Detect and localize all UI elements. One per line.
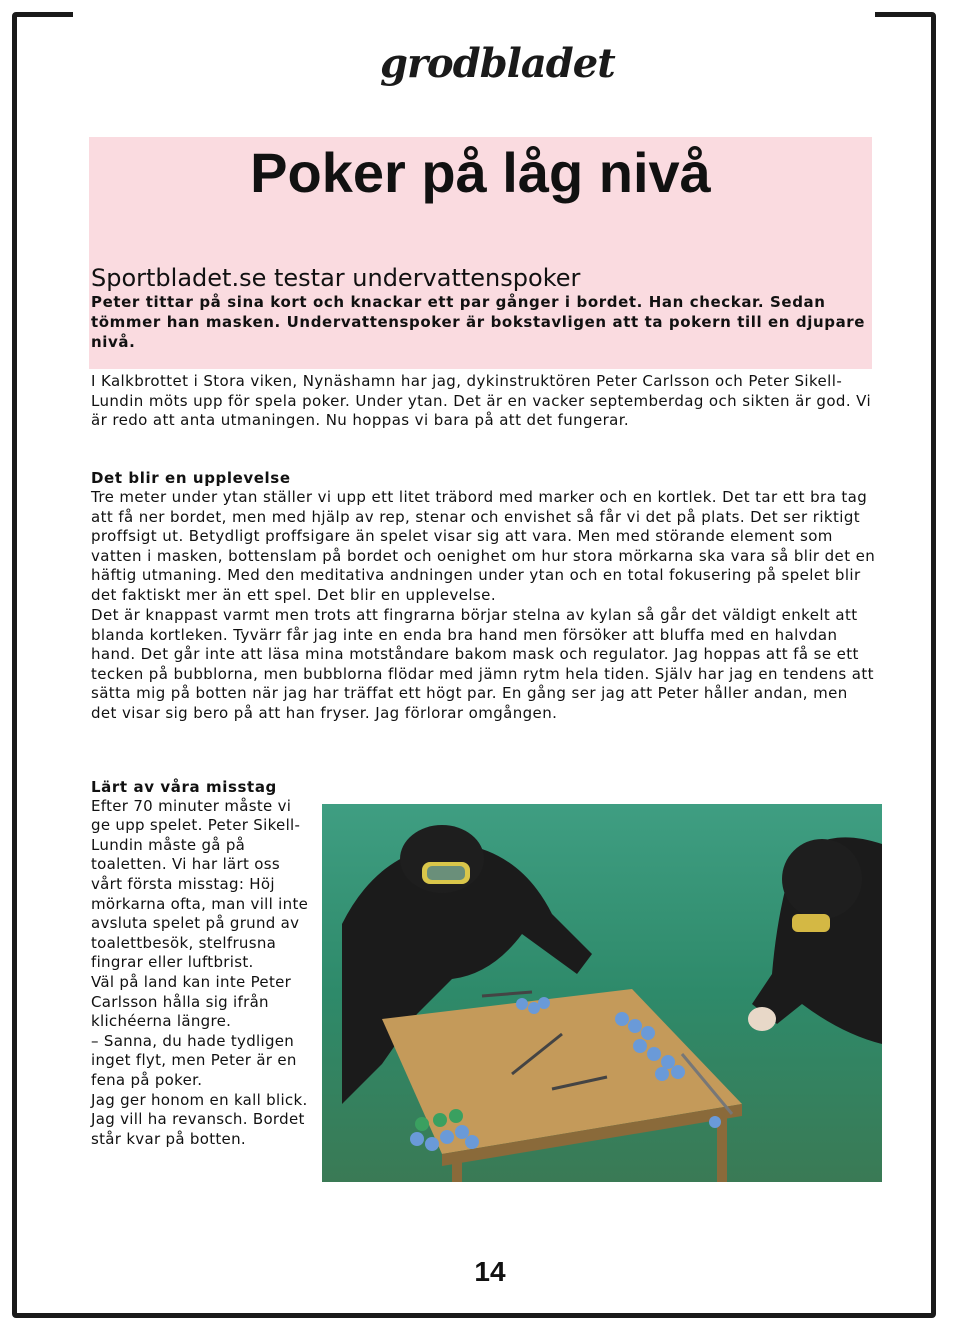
article-lead: Peter tittar på sina kort och knackar ett par gånger i bordet. Han checkar. Sedan tömmer han masken. Undervattenspoker är bokstavligen att ta pokern till en djupare nivå.	[91, 293, 866, 351]
sidebar-column	[91, 778, 309, 1149]
sidebar-paragraph: Jag ger honom en kall blick. Jag vill ha revansch. Bordet står kvar på botten.	[91, 1090, 308, 1148]
sidebar-paragraph: – Sanna, du hade tydligen inget flyt, men Peter är en fena på poker.	[91, 1031, 297, 1089]
article-subtitle: Sportbladet.se testar undervattenspoker	[91, 264, 581, 292]
article-title: Poker på låg nivå	[250, 141, 711, 204]
section-paragraph: Det är knappast varmt men trots att fingrarna börjar stelna av kylan så går det väldigt enkelt att blanda kortleken. Tyvärr får jag inte en enda bra hand men försöker att bluffa med en halvdan hand. Det går inte att läsa mina motståndare bakom mask och regulator. Jag hoppas att få se ett tecken på bubblorna, men bubblorna flödar med jämn rytm hela tiden. Själv har jag en tendens att sätta mig på botten när jag har träffat ett högt par. En gång ser jag att Peter håller andan, men det visar sig bero på att han fryser. Jag förlorar omgången.	[91, 606, 874, 722]
section-paragraph: Tre meter under ytan ställer vi upp ett litet träbord med marker och en kortlek. Det tar ett bra tag att få ner bordet, men med hjälp av rep, stenar och envishet så får vi det på plats. Det ser riktigt proffsigt ut. Betydligt proffsigare än spelet visar sig att vara. Men med störande element som vatten i masken, bottenslam på bordet och oenighet om hur stora mörkarna ska vara så blir det en häftig utmaning. Med den meditativa andningen under ytan och en total fokusering på spelet blir det faktiskt mer än ett spel. Det blir en upplevelse.	[91, 488, 876, 604]
sidebar-paragraph: Efter 70 minuter måste vi ge upp spelet. Peter Sikell-Lundin måste gå på toaletten. Vi har lärt oss vårt första misstag: Höj mörkarna ofta, man vill inte avsluta spelet på grund av toalettbesök, stelfrusna fingrar eller luftbrist.	[91, 796, 309, 972]
publication-logo: grodbladet	[380, 34, 580, 94]
intro-paragraph: I Kalkbrottet i Stora viken, Nynäshamn har jag, dykinstruktören Peter Carlsson och Peter Sikell-Lundin möts upp för spela poker. Under ytan. Det är en vacker septemberdag och sikten är god. Vi är redo att anta utmaningen. Nu hoppas vi bara på att det fungerar.	[91, 372, 872, 430]
section-heading-lessons: Lärt av våra misstag	[91, 778, 277, 796]
underwater-poker-photo	[322, 804, 882, 1182]
sidebar-paragraph: Väl på land kan inte Peter Carlsson hålla sig ifrån klichéerna längre.	[91, 972, 292, 1031]
page-number: 14	[474, 1256, 506, 1287]
section-heading-experience: Det blir en upplevelse	[91, 469, 291, 487]
